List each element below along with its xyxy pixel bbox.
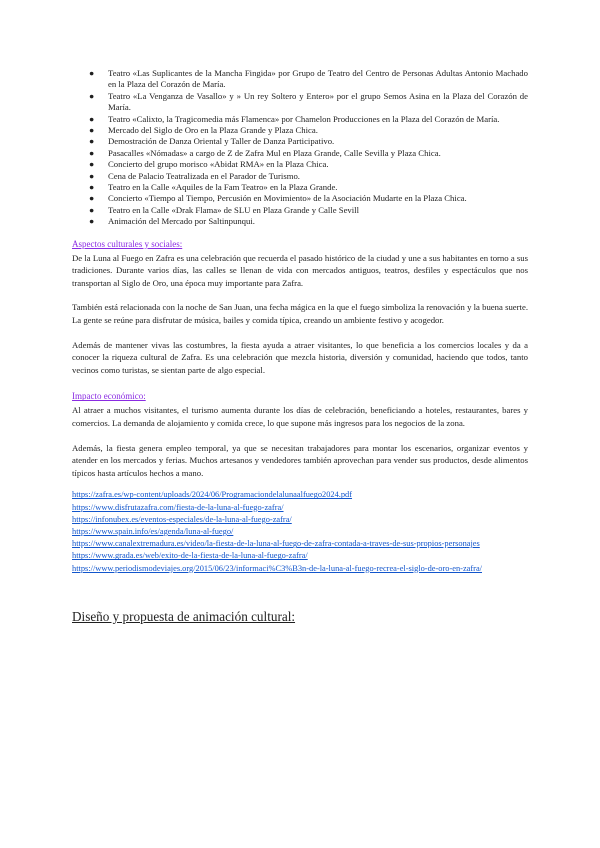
reference-link[interactable]: https://www.canalextremadura.es/video/la-fiesta-de-la-luna-al-fuego-de-zafra-contada-a-traves-de-sus-propios-personajes (72, 539, 480, 549)
reference-link[interactable]: https://zafra.es/wp-content/uploads/2024/06/Programaciondelalunaalfuego2024.pdf (72, 490, 353, 500)
list-item: ● Concierto del grupo morisco «Abidat RMA» en la Plaza Chica. (89, 159, 329, 170)
reference-link[interactable]: https://www.spain.info/es/agenda/luna-al-fuego/ (72, 527, 234, 537)
bullet-icon: ● (89, 182, 95, 193)
bullet-icon: ● (89, 170, 95, 181)
reference-links (72, 489, 528, 574)
reference-link[interactable]: https://infonubex.es/eventos-especiales/de-la-luna-al-fuego-zafra/ (72, 514, 292, 524)
list-item: ● Teatro en la Calle «Drak Flama» de SLU en Plaza Grande y Calle Sevill (89, 204, 360, 215)
cultural-section-title: Aspectos culturales y sociales: (72, 238, 183, 249)
bullet-icon: ● (89, 68, 95, 78)
bullet-icon: ● (89, 216, 95, 227)
list-item: ● Demostración de Danza Oriental y Taller de Danza Participativo. (89, 136, 335, 147)
list-item: ● Animación del Mercado por Saltinpunqui. (89, 216, 255, 227)
list-item: ● Cena de Palacio Teatralizada en el Parador de Turismo. (89, 170, 300, 181)
economic-paragraph: Además, la fiesta genera empleo temporal, ya que se necesitan trabajadores para montar los escenarios, organizar eventos y atender en los mercados y ferias. Muchos artesanos y vendedores también aprovechan para vender sus productos, desde alimentos típicos hasta artículos hechos a mano. (72, 442, 528, 478)
activities-list (72, 68, 528, 228)
bullet-icon: ● (89, 159, 95, 170)
cultural-paragraph: También está relacionada con la noche de San Juan, una fecha mágica en la que el fuego simboliza la renovación y la buena suerte. La gente se reúne para disfrutar de música, bailes y comida típica, creando un ambiente festivo y acogedor. (72, 302, 528, 326)
economic-section-title: Impacto económico: (72, 391, 146, 402)
bullet-icon: ● (89, 90, 95, 101)
list-item: ● Pasacalles «Nómadas» a cargo de Z de Zafra Mul en Plaza Grande, Calle Sevilla y Plaza Chica. (89, 147, 441, 158)
bullet-icon: ● (89, 136, 95, 147)
document-page (72, 68, 528, 626)
list-item: ● Teatro «Las Suplicantes de la Mancha Fingida» por Grupo de Teatro del Centro de Personas Adultas Antonio Machado en la Plaza del Corazón de María. (89, 68, 528, 90)
bullet-icon: ● (89, 113, 95, 124)
cultural-paragraph: Además de mantener vivas las costumbres, la fiesta ayuda a atraer visitantes, lo que beneficia a los comercios locales y da a conocer la riqueza cultural de Zafra. Es una celebración que mezcla historia, diversión y comunidad, haciendo que todos, tanto vecinos como turistas, se sientan parte de algo especial. (72, 339, 528, 375)
bullet-icon: ● (89, 204, 95, 215)
bullet-icon: ● (89, 193, 95, 204)
reference-link[interactable]: https://www.disfrutazafra.com/fiesta-de-la-luna-al-fuego-zafra/ (72, 502, 284, 512)
list-item: ● Concierto «Tiempo al Tiempo, Percusión en Movimiento» de la Asociación Mudarte en la Plaza Chica. (89, 193, 467, 204)
bullet-icon: ● (89, 147, 95, 158)
reference-link[interactable]: https://www.grada.es/web/exito-de-la-fiesta-de-la-luna-al-fuego-zafra/ (72, 551, 308, 561)
list-item: ● Teatro «Calixto, la Tragicomedia más Flamenca» por Chamelon Producciones en la Plaza del Corazón de María. (89, 113, 500, 124)
economic-paragraph: Al atraer a muchos visitantes, el turismo aumenta durante los días de celebración, beneficiando a hoteles, restaurantes, bares y comercios. La demanda de alojamiento y comida crece, lo que supone más ingresos para los negocios de la zona. (72, 405, 528, 429)
reference-link[interactable]: https://www.periodismodeviajes.org/2015/06/23/informaci%C3%B3n-de-la-luna-al-fuego-recrea-el-siglo-de-oro-en-zafra/ (72, 563, 482, 573)
section-heading: Diseño y propuesta de animación cultural: (72, 608, 296, 624)
list-item: ● Mercado del Siglo de Oro en la Plaza Grande y Plaza Chica. (89, 125, 318, 136)
cultural-paragraph: De la Luna al Fuego en Zafra es una celebración que recuerda el pasado histórico de la ciudad y une a sus habitantes en torno a sus tradiciones. Durante varios días, las calles se llenan de vida con mercados antiguos, teatros, desfiles y espectáculos que nos transportan al Siglo de Oro, una época muy importante para Zafra. (72, 252, 528, 288)
bullet-icon: ● (89, 125, 95, 136)
list-item: ● Teatro «La Venganza de Vasallo» y » Un rey Soltero y Entero» por el grupo Semos Asina en la Plaza del Corazón de María. (89, 90, 528, 113)
list-item: ● Teatro en la Calle «Aquiles de la Fam Teatro» en la Plaza Grande. (89, 182, 338, 193)
